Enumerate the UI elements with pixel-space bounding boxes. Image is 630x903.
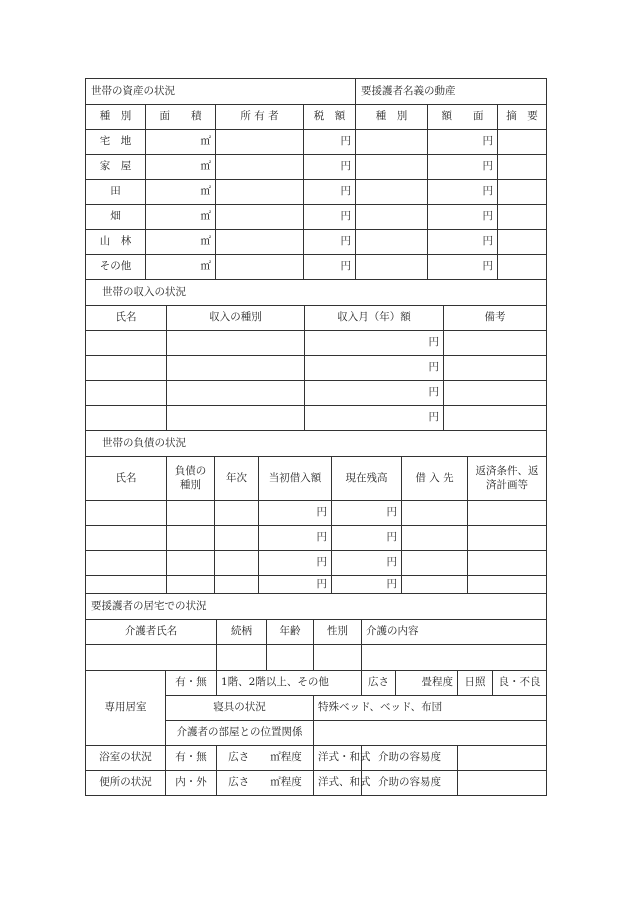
income-section-title: 世帯の収入の状況 <box>86 280 547 306</box>
yen-unit: 円 <box>305 331 444 356</box>
private-room-size-unit[interactable]: 畳程度 <box>396 671 458 696</box>
name-cell[interactable] <box>86 381 167 406</box>
age-cell[interactable] <box>267 645 314 671</box>
area-unit: ㎡ <box>146 130 216 155</box>
debt-row <box>86 551 547 576</box>
relationship-cell[interactable] <box>217 645 267 671</box>
area-unit: ㎡ <box>146 180 216 205</box>
asset-type: 畑 <box>86 205 146 230</box>
face-value-unit: 円 <box>428 205 498 230</box>
bathroom-label: 浴室の状況 <box>86 746 166 771</box>
remarks-cell[interactable] <box>444 381 547 406</box>
sunlight-options[interactable]: 良・不良 <box>493 671 547 696</box>
lender-cell[interactable] <box>402 526 468 551</box>
yen-unit: 円 <box>305 406 444 431</box>
toilet-label: 便所の状況 <box>86 771 166 796</box>
header-type: 種 別 <box>86 105 146 130</box>
year-cell[interactable] <box>215 551 259 576</box>
tax-unit: 円 <box>304 155 356 180</box>
bathroom-assist-cell[interactable] <box>458 746 547 771</box>
yen-unit: 円 <box>259 501 332 526</box>
area-unit: ㎡ <box>146 155 216 180</box>
header-income-type: 収入の種別 <box>167 306 305 331</box>
debt-type-cell[interactable] <box>167 501 215 526</box>
income-table <box>85 279 547 431</box>
toilet-assist-cell[interactable] <box>458 771 547 796</box>
bathroom-size[interactable]: 広さ ㎡程度 <box>217 746 314 771</box>
header-income-amount: 収入月（年）額 <box>305 306 444 331</box>
movable-type-cell[interactable] <box>356 180 428 205</box>
asset-row <box>86 255 547 280</box>
owner-cell[interactable] <box>216 180 304 205</box>
income-row <box>86 331 547 356</box>
summary-cell[interactable] <box>498 130 547 155</box>
tax-unit: 円 <box>304 180 356 205</box>
debt-type-cell[interactable] <box>167 551 215 576</box>
header-summary: 摘 要 <box>498 105 547 130</box>
lender-cell[interactable] <box>402 501 468 526</box>
debt-type-cell[interactable] <box>167 576 215 594</box>
header-relationship: 続柄 <box>217 620 267 645</box>
owner-cell[interactable] <box>216 255 304 280</box>
header-area: 面 積 <box>146 105 216 130</box>
debt-row <box>86 501 547 526</box>
tax-unit: 円 <box>304 130 356 155</box>
yen-unit: 円 <box>259 576 332 594</box>
tax-unit: 円 <box>304 230 356 255</box>
toilet-size[interactable]: 広さ ㎡程度 <box>217 771 314 796</box>
summary-cell[interactable] <box>498 155 547 180</box>
private-room-floor[interactable]: 1階、2階以上、その他 <box>217 671 362 696</box>
yen-unit: 円 <box>332 551 402 576</box>
owner-cell[interactable] <box>216 230 304 255</box>
assets-table <box>85 78 547 280</box>
caregiver-row <box>86 645 547 671</box>
asset-type: その他 <box>86 255 146 280</box>
movable-assets-title: 要援護者名義の動産 <box>356 79 547 105</box>
tax-unit: 円 <box>304 205 356 230</box>
header-debt-type: 負債の種別 <box>167 457 215 501</box>
toilet-style[interactable]: 洋式、和式 <box>314 771 362 796</box>
movable-type-cell[interactable] <box>356 205 428 230</box>
income-type-cell[interactable] <box>167 381 305 406</box>
summary-cell[interactable] <box>498 230 547 255</box>
name-cell[interactable] <box>86 501 167 526</box>
face-value-unit: 円 <box>428 155 498 180</box>
name-cell[interactable] <box>86 406 167 431</box>
household-survey-form <box>85 78 546 796</box>
asset-type: 田 <box>86 180 146 205</box>
home-care-table <box>85 593 547 796</box>
owner-cell[interactable] <box>216 205 304 230</box>
bedding-label: 寝具の状況 <box>166 696 314 721</box>
debt-row <box>86 526 547 551</box>
asset-type: 山 林 <box>86 230 146 255</box>
year-cell[interactable] <box>215 576 259 594</box>
header-gender: 性別 <box>314 620 362 645</box>
lender-cell[interactable] <box>402 551 468 576</box>
remarks-cell[interactable] <box>444 356 547 381</box>
area-unit: ㎡ <box>146 205 216 230</box>
remarks-cell[interactable] <box>444 406 547 431</box>
header-owner: 所 有 者 <box>216 105 304 130</box>
owner-cell[interactable] <box>216 155 304 180</box>
header-caregiver-name: 介護者氏名 <box>86 620 217 645</box>
summary-cell[interactable] <box>498 255 547 280</box>
remarks-cell[interactable] <box>444 331 547 356</box>
asset-row <box>86 230 547 255</box>
face-value-unit: 円 <box>428 255 498 280</box>
income-row <box>86 356 547 381</box>
private-room-label: 専用居室 <box>86 671 166 746</box>
bathroom-existence[interactable]: 有・無 <box>166 746 217 771</box>
toilet-location[interactable]: 内・外 <box>166 771 217 796</box>
asset-row <box>86 155 547 180</box>
movable-type-cell[interactable] <box>356 130 428 155</box>
debt-table <box>85 430 547 594</box>
asset-row <box>86 130 547 155</box>
yen-unit: 円 <box>332 526 402 551</box>
name-cell[interactable] <box>86 551 167 576</box>
private-room-size-label: 広さ <box>362 671 396 696</box>
header-current-balance: 現在残高 <box>332 457 402 501</box>
assets-section-title: 世帯の資産の状況 <box>86 79 356 105</box>
caregiver-room-cell[interactable] <box>314 721 547 746</box>
income-type-cell[interactable] <box>167 406 305 431</box>
name-cell[interactable] <box>86 356 167 381</box>
asset-type: 宅 地 <box>86 130 146 155</box>
bathroom-assist: 介助の容易度 <box>362 746 458 771</box>
header-lender: 借 入 先 <box>402 457 468 501</box>
header-movable-type: 種 別 <box>356 105 428 130</box>
summary-cell[interactable] <box>498 180 547 205</box>
area-unit: ㎡ <box>146 255 216 280</box>
year-cell[interactable] <box>215 526 259 551</box>
yen-unit: 円 <box>332 576 402 594</box>
header-initial-amount: 当初借入額 <box>259 457 332 501</box>
name-cell[interactable] <box>86 526 167 551</box>
gender-cell[interactable] <box>314 645 362 671</box>
debt-type-cell[interactable] <box>167 526 215 551</box>
area-unit: ㎡ <box>146 230 216 255</box>
header-name: 氏名 <box>86 306 167 331</box>
bedding-options[interactable]: 特殊ベッド、ベッド、布団 <box>314 696 547 721</box>
toilet-assist: 介助の容易度 <box>362 771 458 796</box>
header-age: 年齢 <box>267 620 314 645</box>
repayment-cell[interactable] <box>468 551 547 576</box>
name-cell[interactable] <box>86 576 167 594</box>
repayment-cell[interactable] <box>468 501 547 526</box>
income-row <box>86 406 547 431</box>
header-remarks: 備考 <box>444 306 547 331</box>
year-cell[interactable] <box>215 501 259 526</box>
face-value-unit: 円 <box>428 230 498 255</box>
lender-cell[interactable] <box>402 576 468 594</box>
header-face-value: 額 面 <box>428 105 498 130</box>
movable-type-cell[interactable] <box>356 155 428 180</box>
asset-row <box>86 180 547 205</box>
yen-unit: 円 <box>305 381 444 406</box>
yen-unit: 円 <box>305 356 444 381</box>
face-value-unit: 円 <box>428 180 498 205</box>
caregiver-room-label: 介護者の部屋との位置関係 <box>166 721 314 746</box>
face-value-unit: 円 <box>428 130 498 155</box>
yen-unit: 円 <box>259 551 332 576</box>
asset-row <box>86 205 547 230</box>
movable-type-cell[interactable] <box>356 255 428 280</box>
debt-row <box>86 576 547 594</box>
header-repayment-plan: 返済条件、返済計画等 <box>468 457 547 501</box>
bathroom-style[interactable]: 洋式・和式 <box>314 746 362 771</box>
asset-type: 家 屋 <box>86 155 146 180</box>
yen-unit: 円 <box>332 501 402 526</box>
care-content-cell[interactable] <box>362 645 547 671</box>
sunlight-label: 日照 <box>458 671 493 696</box>
caregiver-name-cell[interactable] <box>86 645 217 671</box>
income-type-cell[interactable] <box>167 331 305 356</box>
header-name: 氏名 <box>86 457 167 501</box>
tax-unit: 円 <box>304 255 356 280</box>
owner-cell[interactable] <box>216 130 304 155</box>
private-room-existence[interactable]: 有・無 <box>166 671 217 696</box>
header-tax: 税 額 <box>304 105 356 130</box>
movable-type-cell[interactable] <box>356 230 428 255</box>
debt-section-title: 世帯の負債の状況 <box>86 431 547 457</box>
yen-unit: 円 <box>259 526 332 551</box>
summary-cell[interactable] <box>498 205 547 230</box>
repayment-cell[interactable] <box>468 526 547 551</box>
income-type-cell[interactable] <box>167 356 305 381</box>
repayment-cell[interactable] <box>468 576 547 594</box>
income-row <box>86 381 547 406</box>
header-year: 年次 <box>215 457 259 501</box>
name-cell[interactable] <box>86 331 167 356</box>
home-care-section-title: 要援護者の居宅での状況 <box>86 594 547 620</box>
header-care-content: 介護の内容 <box>362 620 547 645</box>
